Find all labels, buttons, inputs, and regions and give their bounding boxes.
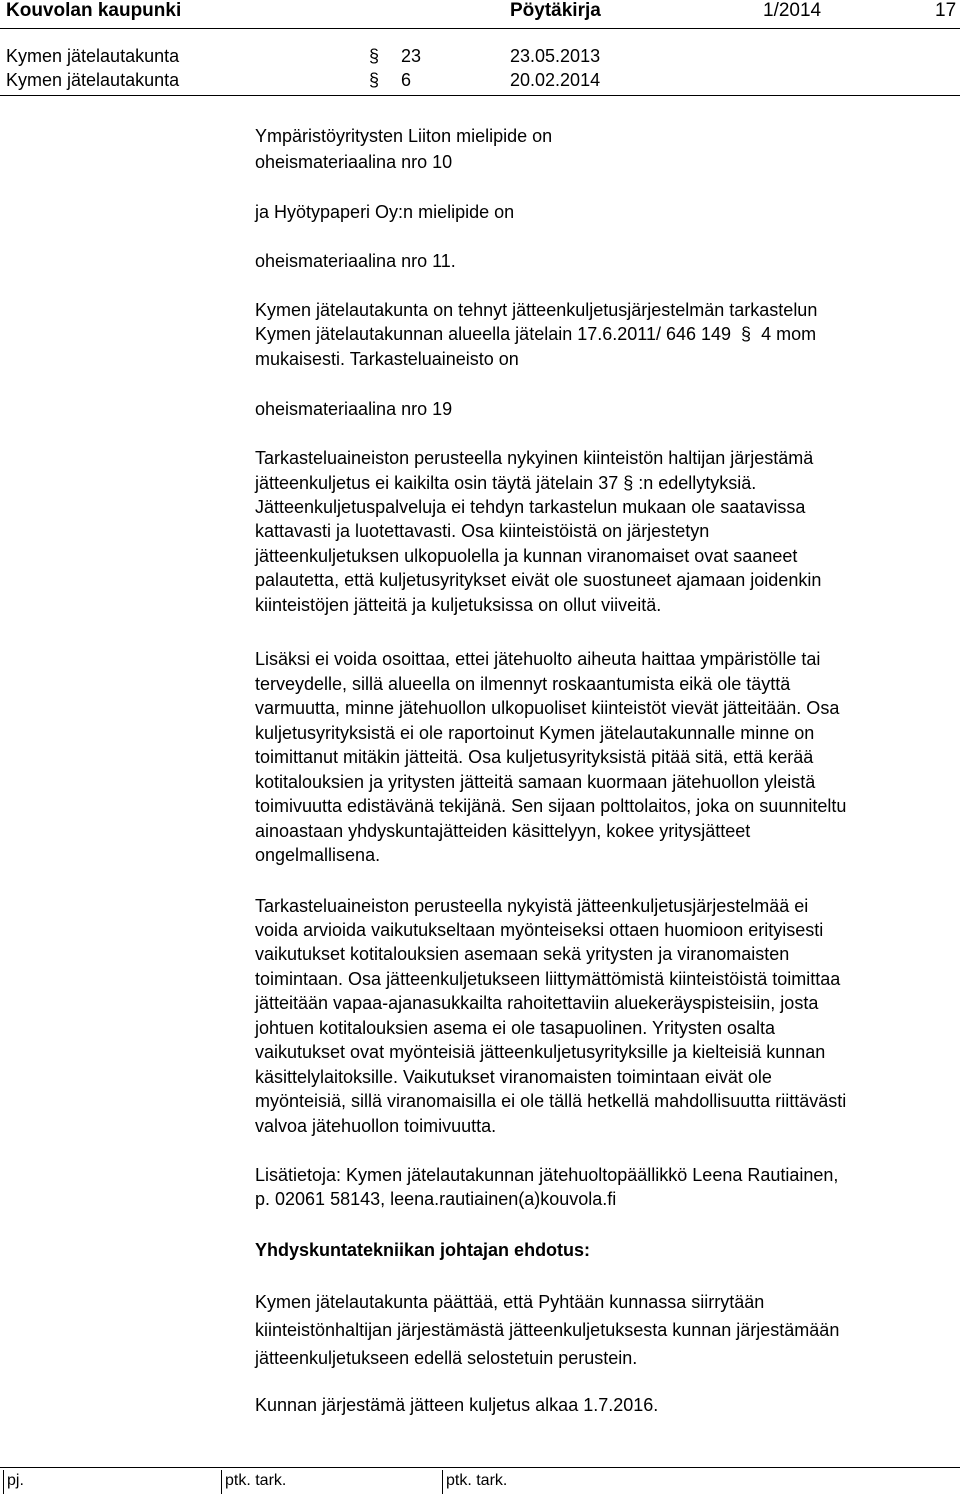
text-line: terveydelle, sillä alueella on ilmennyt roskaantumista eikä ole täyttä (255, 674, 791, 694)
text-line: Kunnan järjestämä jätteen kuljetus alkaa 1.7.2016. (255, 1395, 659, 1415)
text-line: varmuutta, minne jätehuollon ulkopuoliset kiinteistöt vievät jätteitään. Osa (255, 698, 840, 718)
meta-section: § 23 (401, 46, 421, 67)
text-line: ainoastaan yhdyskuntajätteiden käsittelyyn, kokee yritysjätteet (255, 821, 751, 841)
text-fragment: :n edellytyksiä. (638, 473, 757, 493)
meta-date: 20.02.2014 (510, 70, 601, 90)
footer-divider (0, 1467, 960, 1468)
text-line (255, 322, 955, 346)
section-sign: § (741, 324, 752, 344)
footer-label: ptk. tark. (225, 1472, 287, 1489)
section-sign: § (623, 473, 634, 493)
text-line: toimivuutta edistävänä tekijänä. Sen sijaan polttolaitos, joka on suunniteltu (255, 796, 847, 816)
header-divider (0, 28, 960, 29)
meta-body: Kymen jätelautakunta (6, 70, 180, 90)
meta-row-2 (6, 70, 706, 94)
text-line: kiinteistöjen jätteitä ja kuljetuksissa on ollut viiveitä. (255, 595, 662, 615)
text-fragment: jätteenkuljetus ei kaikilta osin täytä jätelain 37 (255, 473, 619, 493)
footer-label: pj. (7, 1472, 24, 1489)
text-fragment: 4 mom (761, 324, 817, 344)
text-line: Jätteenkuljetuspalveluja ei tehdyn tarkastelun mukaan ole saatavissa (255, 497, 806, 517)
contact-info: Lisätietoja: Kymen jätelautakunnan jätehuoltopäällikkö Leena Rautiainen, (255, 1165, 839, 1185)
footer-label: ptk. tark. (446, 1472, 508, 1489)
text-line: voida arvioida vaikutukseltaan myönteiseksi ottaen huomioon erityisesti (255, 920, 824, 940)
text-line: jätteenkuljetuksen ulkopuolella ja kunnan viranomaiset ovat saaneet (255, 546, 798, 566)
text-line: Kymen jätelautakunta on tehnyt jätteenkuljetusjärjestelmän tarkastelun (255, 300, 818, 320)
meta-section: § 6 (401, 70, 411, 91)
text-line: kuljetusyrityksistä ei ole raportoinut Kymen jätelautakunnalle minne on (255, 723, 815, 743)
text-line: Tarkasteluaineiston perusteella nykyinen kiinteistön haltijan järjestämä (255, 448, 814, 468)
text-line: oheismateriaalina nro 10 (255, 152, 453, 172)
text-line: jätteitään vapaa-ajanasukkailta rahoitettaviin aluekeräyspisteisiin, josta (255, 993, 819, 1013)
footer-box-edge (221, 1470, 222, 1494)
text-line: kattavasti ja luotettavasti. Osa kiinteistöistä on järjestetyn (255, 521, 710, 541)
text-line: oheismateriaalina nro 19 (255, 399, 453, 419)
text-line: toimittanut mitäkin jätteitä. Osa kuljetusyrityksistä pitää sitä, että kerää (255, 747, 814, 767)
text-line: vaikutukset kotitalouksien asemaan sekä yritysten ja viranomaisten (255, 944, 790, 964)
text-line: toimintaan. Osa jätteenkuljetukseen liittymättömistä kiinteistöistä toimittaa (255, 969, 841, 989)
text-line: ongelmallisena. (255, 845, 381, 865)
header-issue: 1/2014 (763, 0, 822, 21)
text-line: palautetta, että kuljetusyritykset eivät ole suostuneet ajamaan joidenkin (255, 570, 822, 590)
text-line: Ympäristöyritysten Liiton mielipide on (255, 126, 553, 146)
footer-box-edge (442, 1470, 443, 1494)
proposal-heading: Yhdyskuntatekniikan johtajan ehdotus: (255, 1240, 591, 1260)
meta-row-1 (6, 46, 706, 70)
header-org: Kouvolan kaupunki (6, 0, 182, 21)
text-line: kotitalouksien ja yritysten jätteitä samaan kuormaan jätehuollon yleistä (255, 772, 816, 792)
text-line: Tarkasteluaineiston perusteella nykyistä jätteenkuljetusjärjestelmää ei (255, 896, 809, 916)
text-line: oheismateriaalina nro 11. (255, 251, 456, 271)
text-line (255, 471, 955, 495)
contact-info: p. 02061 58143, leena.rautiainen(a)kouvola.fi (255, 1189, 617, 1209)
text-line: Lisäksi ei voida osoittaa, ettei jätehuolto aiheuta haittaa ympäristölle tai (255, 649, 821, 669)
text-line: ja Hyötypaperi Oy:n mielipide on (255, 202, 515, 222)
text-line: käsittelylaitoksille. Vaikutukset viranomaisten toimintaan eivät ole (255, 1067, 772, 1087)
text-line: myönteisiä, sillä viranomaisilla ei ole tällä hetkellä mahdollisuutta riittävästi (255, 1091, 847, 1111)
header-doc-type: Pöytäkirja (510, 0, 601, 21)
meta-date: 23.05.2013 (510, 46, 601, 66)
text-fragment: Kymen jätelautakunnan alueella jätelain 17.6.2011/ 646 149 (255, 324, 732, 344)
meta-body: Kymen jätelautakunta (6, 46, 180, 66)
footer-box-edge (3, 1470, 4, 1494)
text-line: johtuen kotitalouksien asema ei ole tasapuolinen. Yritysten osalta (255, 1018, 775, 1038)
text-line: vaikutukset ovat myönteisiä jätteenkuljetusyrityksille ja kielteisiä kunnan (255, 1042, 826, 1062)
meta-divider (0, 95, 960, 96)
text-line: mukaisesti. Tarkasteluaineisto on (255, 349, 519, 369)
text-line: Kymen jätelautakunta päättää, että Pyhtään kunnassa siirrytään (255, 1292, 765, 1312)
text-line: kiinteistönhaltijan järjestämästä jätteenkuljetuksesta kunnan järjestämään (255, 1320, 840, 1340)
header-page-number: 17 (935, 0, 957, 21)
text-line: valvoa jätehuollon toimivuutta. (255, 1116, 497, 1136)
text-line: jätteenkuljetukseen edellä selostetuin perustein. (255, 1348, 638, 1368)
